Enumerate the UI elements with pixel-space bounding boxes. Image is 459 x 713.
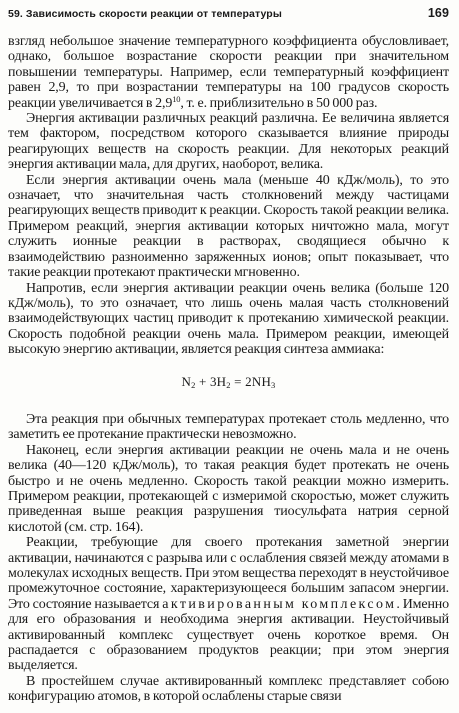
paragraph-medium-activation: Наконец, если энергия активации реакции не очень мала и не очень велика (40—120 кДж/моль), то такая реакция будет протекать не очень быстро и не очень медленно. Скорость такой реакции можно измерить. Примером реакции, протекающей с измеримой скоростью, может служить приведенная выше реакция разрушения тиосульфата натрия серной кислотой (см. стр. 164). (8, 442, 449, 535)
spaced-term: активированным комплексом (162, 596, 397, 612)
page-number: 169 (427, 6, 449, 20)
paragraph-text: Реакции, требующие для своего протекания заметной энергии активации, начинаются с разрыва или с ослабления связей между атомами в молекулах исходных веществ. При этом вещества переходят в неустойчивое промежуточное состояние, характеризующееся большим запасом энергии. Это состояние называется (8, 535, 449, 612)
equation-part: N (181, 373, 192, 389)
exponent: 10 (172, 93, 181, 104)
paragraph-text: взгляд небольшое значение температурного коэффициента обусловливает, однако, большое возрастание скорости реакции при значительном повышении температуры. Например, если температурный коэффициент равен 2,9, то при возрастании температуры на 100 градусов скорость реакции увеличивается в 2,9 (8, 34, 449, 111)
running-head (8, 6, 449, 24)
subscript: 2 (191, 379, 196, 390)
equation-part: = 2NH (230, 373, 272, 389)
subscript: 3 (271, 379, 276, 390)
body-text (8, 34, 449, 705)
paragraph-high-activation: Напротив, если энергия активации реакции очень велика (больше 120 кДж/моль), то это означает, что лишь очень малая часть столкновений взаимодействующих частиц приводит к протеканию химической реакции. Скорость подобной реакции очень мала. Примером реакции, имеющей высокую энергию активации, является реакция синтеза аммиака: (8, 280, 449, 358)
paragraph-activated-complex (8, 535, 449, 674)
ammonia-synthesis-equation (8, 374, 449, 393)
paragraph-simplest-case: В простейшем случае активированный комплекс представляет собою конфигурацию атомов, в которой ослаблены старые связи (8, 673, 449, 705)
paragraph-text: . Именно для его образования и необходима энергия активации. Неустойчивый активированный комплекс существует очень короткое время. Он распадается с образованием продуктов реакции; при этом энергия выделяется. (8, 596, 449, 674)
paragraph-slow-reaction: Эта реакция при обычных температурах протекает столь медленно, что заметить ее протекание практически невозможно. (8, 411, 449, 443)
section-title: 59. Зависимость скорости реакции от температуры (8, 8, 282, 20)
paragraph-continued (8, 34, 449, 111)
paragraph-text: , т. е. приблизительно в 50 000 раз. (180, 95, 378, 111)
subscript: 2 (226, 379, 231, 390)
paragraph-activation-energy: Энергия активации различных реакций различна. Ее величина является тем фактором, посредством которого сказывается влияние природы реагирующих веществ на скорость реакции. Для некоторых реакций энергия активации мала, для других, наоборот, велика. (8, 111, 449, 173)
paragraph-low-activation: Если энергия активации очень мала (меньше 40 кДж/моль), то это означает, что значительная часть столкновений между частицами реагирующих веществ приводит к реакции. Скорость такой реакции велика. Примером реакций, энергия активации которых ничтожно мала, могут служить ионные реакции в растворах, сводящиеся обычно к взаимодействию разноименно заряженных ионов; опыт показывает, что такие реакции протекают практически мгновенно. (8, 172, 449, 281)
equation-part: + 3H (195, 373, 227, 389)
